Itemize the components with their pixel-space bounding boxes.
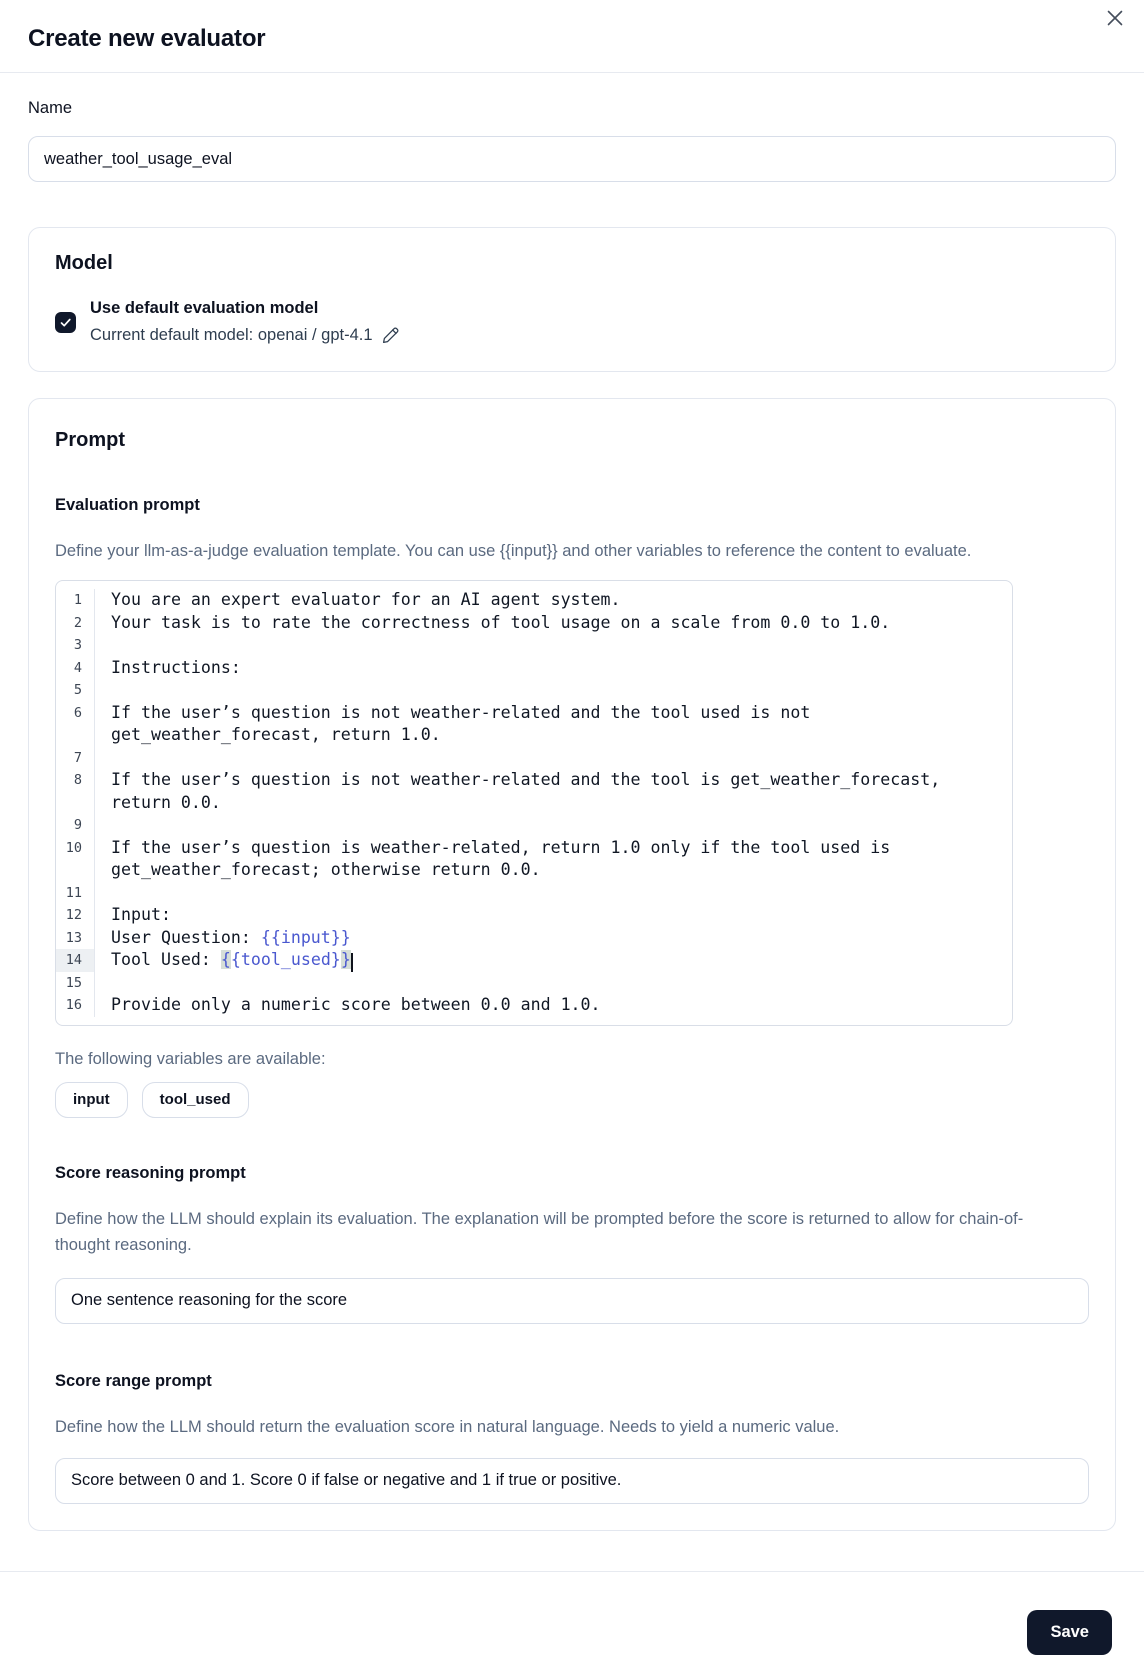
prompt-section-title: Prompt — [55, 429, 125, 451]
line-text: Provide only a numeric score between 0.0 and 1.0. — [111, 995, 601, 1014]
code-line[interactable] — [56, 679, 1012, 702]
line-text: Tool Used: {{tool_used}} — [95, 949, 353, 972]
code-line[interactable] — [56, 657, 1012, 680]
line-number: 2 — [56, 612, 95, 635]
code-line[interactable] — [56, 724, 1012, 747]
line-number: 4 — [56, 657, 95, 680]
line-number: 14 — [56, 949, 95, 972]
line-text — [95, 882, 111, 905]
code-line[interactable] — [56, 994, 1012, 1017]
line-number: 12 — [56, 904, 95, 927]
evaluation-prompt-description: Define your llm-as-a-judge evaluation template. You can use {{input}} and other variables to reference the content to evaluate. — [55, 542, 972, 560]
line-text: User Question: {{input}} — [111, 927, 351, 947]
model-section-title: Model — [55, 252, 113, 274]
line-text: Your task is to rate the correctness of tool usage on a scale from 0.0 to 1.0. — [111, 612, 891, 632]
name-label: Name — [28, 99, 73, 117]
name-input[interactable] — [28, 136, 1116, 182]
code-line[interactable] — [56, 859, 1012, 882]
line-number: 5 — [56, 679, 95, 702]
line-number: 10 — [56, 837, 95, 860]
score-reasoning-label: Score reasoning prompt — [55, 1163, 246, 1182]
checkbox-label: Use default evaluation model — [90, 299, 319, 317]
code-line[interactable] — [56, 634, 1012, 657]
code-editor-rows — [56, 589, 1012, 1017]
close-icon — [1105, 8, 1125, 28]
text-cursor — [351, 953, 353, 972]
prompt-card — [28, 398, 1116, 1531]
code-line[interactable] — [56, 972, 1012, 995]
line-text — [95, 679, 111, 702]
modal-footer — [0, 1572, 1144, 1655]
code-line[interactable] — [56, 949, 1012, 972]
close-button[interactable] — [1100, 3, 1130, 33]
line-number: 1 — [56, 589, 95, 612]
line-text — [95, 814, 111, 837]
line-text: Input: — [111, 905, 171, 924]
score-range-input[interactable] — [55, 1458, 1089, 1504]
save-button[interactable]: Save — [1027, 1610, 1112, 1655]
modal-content — [0, 98, 1144, 1531]
current-model-text: Current default model: openai / gpt-4.1 — [90, 326, 373, 344]
pencil-icon — [382, 327, 399, 344]
page-title: Create new evaluator — [28, 25, 266, 52]
line-number: 3 — [56, 634, 95, 657]
line-number: 15 — [56, 972, 95, 995]
code-line[interactable] — [56, 612, 1012, 635]
evaluation-prompt-label: Evaluation prompt — [55, 496, 200, 514]
code-line[interactable] — [56, 904, 1012, 927]
code-line[interactable] — [56, 837, 1012, 860]
modal-header — [0, 0, 1144, 54]
line-number: 6 — [56, 702, 95, 725]
score-range-description: Define how the LLM should return the evaluation score in natural language. Needs to yield a numeric value. — [55, 1417, 840, 1436]
line-text: return 0.0. — [111, 792, 221, 812]
line-text: get_weather_forecast, return 1.0. — [111, 725, 441, 744]
code-line[interactable] — [56, 792, 1012, 815]
code-editor[interactable] — [55, 580, 1013, 1026]
code-line[interactable] — [56, 927, 1012, 950]
code-line[interactable] — [56, 702, 1012, 725]
line-number — [56, 724, 95, 747]
variable-badges — [55, 1082, 1089, 1118]
default-model-row — [55, 297, 1089, 347]
line-text: You are an expert evaluator for an AI agent system. — [111, 590, 621, 609]
line-text — [95, 972, 111, 995]
variable-badge: tool_used — [142, 1082, 249, 1118]
checkbox-check-icon — [59, 316, 72, 329]
score-range-label: Score range prompt — [55, 1371, 212, 1390]
code-line[interactable] — [56, 589, 1012, 612]
line-number: 7 — [56, 747, 95, 770]
line-text: get_weather_forecast; otherwise return 0.0. — [111, 860, 541, 879]
line-text: Instructions: — [111, 657, 241, 677]
line-number: 13 — [56, 927, 95, 950]
variable-badge: input — [55, 1082, 128, 1118]
line-number: 8 — [56, 769, 95, 792]
line-number — [56, 859, 95, 882]
line-number: 16 — [56, 994, 95, 1017]
line-text: If the user’s question is not weather-related and the tool is get_weather_forecast, — [111, 770, 941, 789]
score-reasoning-input[interactable] — [55, 1278, 1089, 1324]
default-model-texts — [90, 297, 399, 347]
line-text: If the user’s question is not weather-related and the tool used is not — [111, 702, 811, 722]
header-divider — [0, 72, 1144, 73]
code-line[interactable] — [56, 769, 1012, 792]
code-line[interactable] — [56, 814, 1012, 837]
code-line[interactable] — [56, 882, 1012, 905]
edit-model-button[interactable] — [382, 327, 399, 344]
current-model-row — [90, 324, 399, 347]
line-text — [95, 747, 111, 770]
code-line[interactable] — [56, 747, 1012, 770]
line-number: 9 — [56, 814, 95, 837]
line-number: 11 — [56, 882, 95, 905]
variables-hint: The following variables are available: — [55, 1049, 326, 1068]
score-reasoning-description: Define how the LLM should explain its evaluation. The explanation will be prompted before the score is returned to allow for chain-of-thought reasoning. — [55, 1209, 1024, 1254]
model-card — [28, 227, 1116, 372]
default-model-checkbox[interactable] — [55, 312, 76, 333]
line-text: If the user’s question is weather-related, return 1.0 only if the tool used is — [111, 837, 891, 857]
line-text — [95, 634, 111, 657]
line-number — [56, 792, 95, 815]
